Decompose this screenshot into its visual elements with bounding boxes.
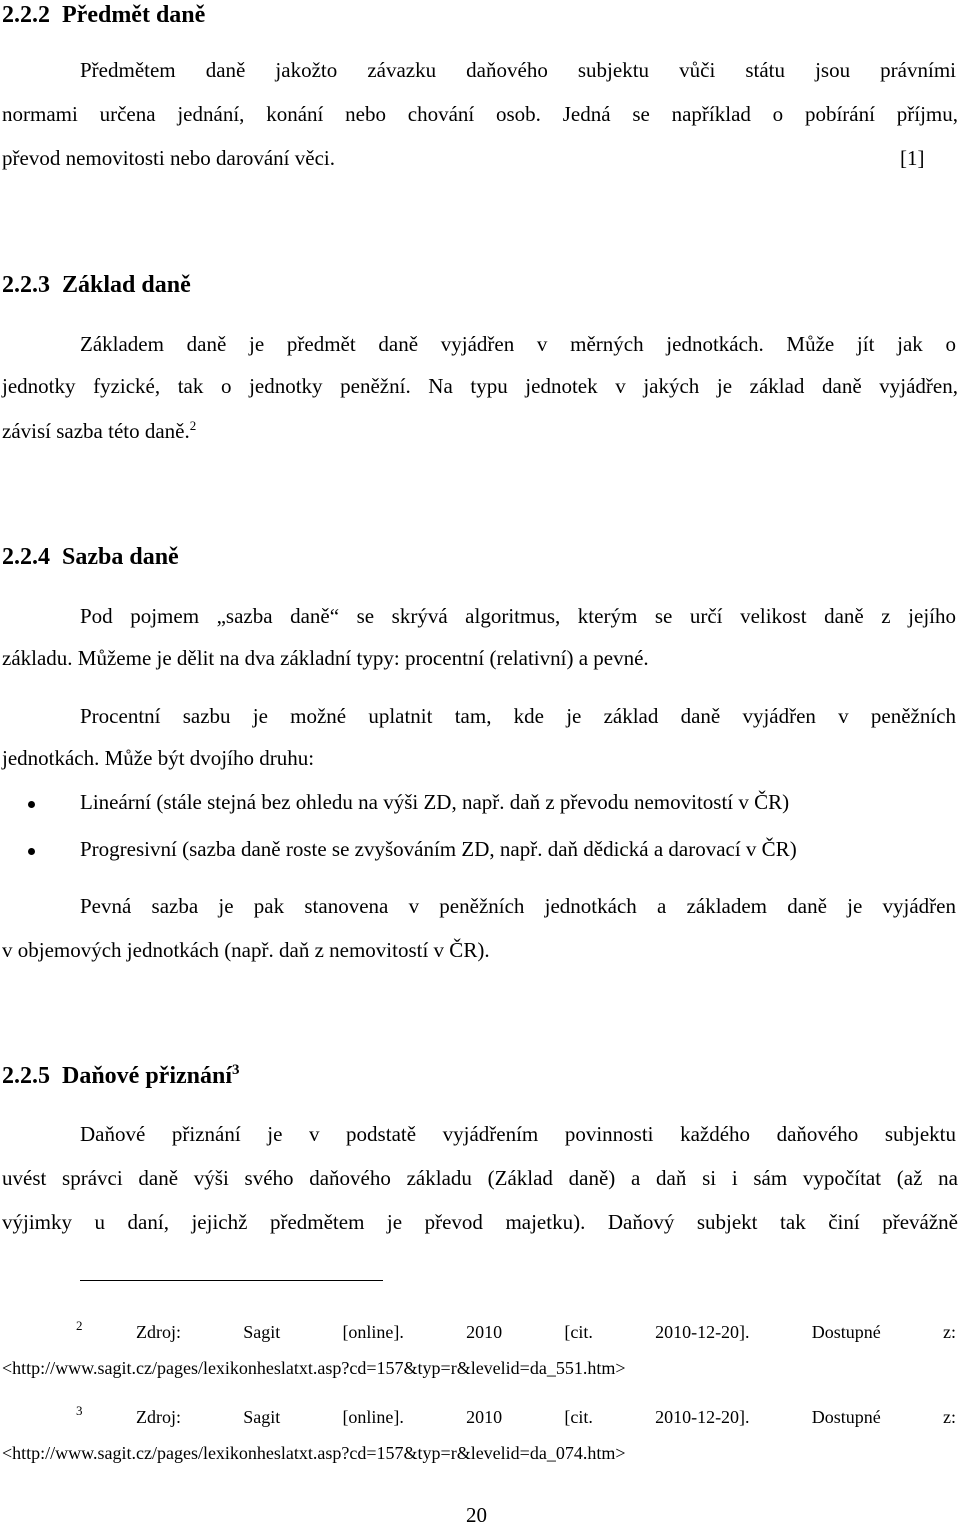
- footnote-mark: 2: [76, 1318, 83, 1333]
- bullet-icon: [28, 801, 35, 808]
- heading-2-2-5: [2, 1062, 240, 1090]
- paragraph-line: jednotkách. Může být dvojího druhu:: [2, 746, 315, 770]
- heading-2-2-3: [2, 272, 191, 299]
- footnote-url: <http://www.sagit.cz/pages/lexikonheslatxt.asp?cd=157&typ=r&levelid=da_074.htm>: [2, 1443, 626, 1463]
- heading-title: Základ daně: [62, 272, 191, 298]
- footnote-ref: 3: [232, 1062, 240, 1078]
- footnote-line: Zdroj: Sagit [online]. 2010 [cit. 2010-12-20]. Dostupné z:: [136, 1322, 956, 1342]
- footnote-url: <http://www.sagit.cz/pages/lexikonheslatxt.asp?cd=157&typ=r&levelid=da_551.htm>: [2, 1358, 626, 1378]
- paragraph-line: uvést správci daně výši svého daňového základu (Základ daně) a daň si i sám vypočítat (až na: [2, 1166, 958, 1190]
- footnote-line: Zdroj: Sagit [online]. 2010 [cit. 2010-12-20]. Dostupné z:: [136, 1407, 956, 1427]
- heading-number: 2.2.2: [2, 2, 50, 28]
- list-item: Progresivní (sazba daně roste se zvyšováním ZD, např. daň dědická a darovací v ČR): [80, 837, 797, 861]
- heading-title: Daňové přiznání: [62, 1063, 233, 1089]
- paragraph-line: jednotky fyzické, tak o jednotky peněžní. Na typu jednotek v jakých je základ daně vyjádřen,: [2, 374, 958, 398]
- paragraph-line: normami určena jednání, konání nebo chování osob. Jedná se například o pobírání příjmu,: [2, 102, 958, 126]
- page-number: 20: [466, 1503, 487, 1527]
- paragraph-line: Procentní sazbu je možné uplatnit tam, kde je základ daně vyjádřen v peněžních: [80, 704, 956, 728]
- heading-title: Sazba daně: [62, 544, 179, 570]
- paragraph-line: výjimky u daní, jejichž předmětem je převod majetku). Daňový subjekt tak činí převážně: [2, 1210, 958, 1234]
- heading-2-2-4: [2, 544, 179, 571]
- paragraph-line: Pevná sazba je pak stanovena v peněžních jednotkách a základem daně je vyjádřen: [80, 894, 956, 918]
- paragraph-line: Daňové přiznání je v podstatě vyjádřením povinnosti každého daňového subjektu: [80, 1122, 956, 1146]
- footnote-separator: [80, 1280, 383, 1281]
- footnote-ref: 2: [189, 418, 197, 433]
- paragraph-line: Pod pojmem „sazba daně“ se skrývá algoritmus, kterým se určí velikost daně z jejího: [80, 604, 956, 628]
- heading-number: 2.2.5: [2, 1063, 50, 1089]
- list-item: Lineární (stále stejná bez ohledu na výši ZD, např. daň z převodu nemovitostí v ČR): [80, 790, 790, 814]
- paragraph-line: v objemových jednotkách (např. daň z nemovitostí v ČR).: [2, 938, 490, 962]
- heading-number: 2.2.4: [2, 544, 50, 570]
- paragraph-text: závisí sazba této daně.: [2, 419, 190, 443]
- heading-number: 2.2.3: [2, 272, 50, 298]
- footnote-mark: 3: [76, 1403, 83, 1418]
- citation-ref: [1]: [900, 146, 925, 170]
- heading-title: Předmět daně: [62, 2, 206, 28]
- paragraph-line: převod nemovitosti nebo darování věci.: [2, 146, 335, 170]
- heading-2-2-2: [2, 2, 205, 29]
- bullet-icon: [28, 848, 35, 855]
- paragraph-line: Předmětem daně jakožto závazku daňového subjektu vůči státu jsou právními: [80, 58, 956, 82]
- paragraph-line: Základem daně je předmět daně vyjádřen v měrných jednotkách. Může jít jak o: [80, 332, 956, 356]
- paragraph-line: [2, 418, 196, 444]
- paragraph-line: základu. Můžeme je dělit na dva základní typy: procentní (relativní) a pevné.: [2, 646, 649, 670]
